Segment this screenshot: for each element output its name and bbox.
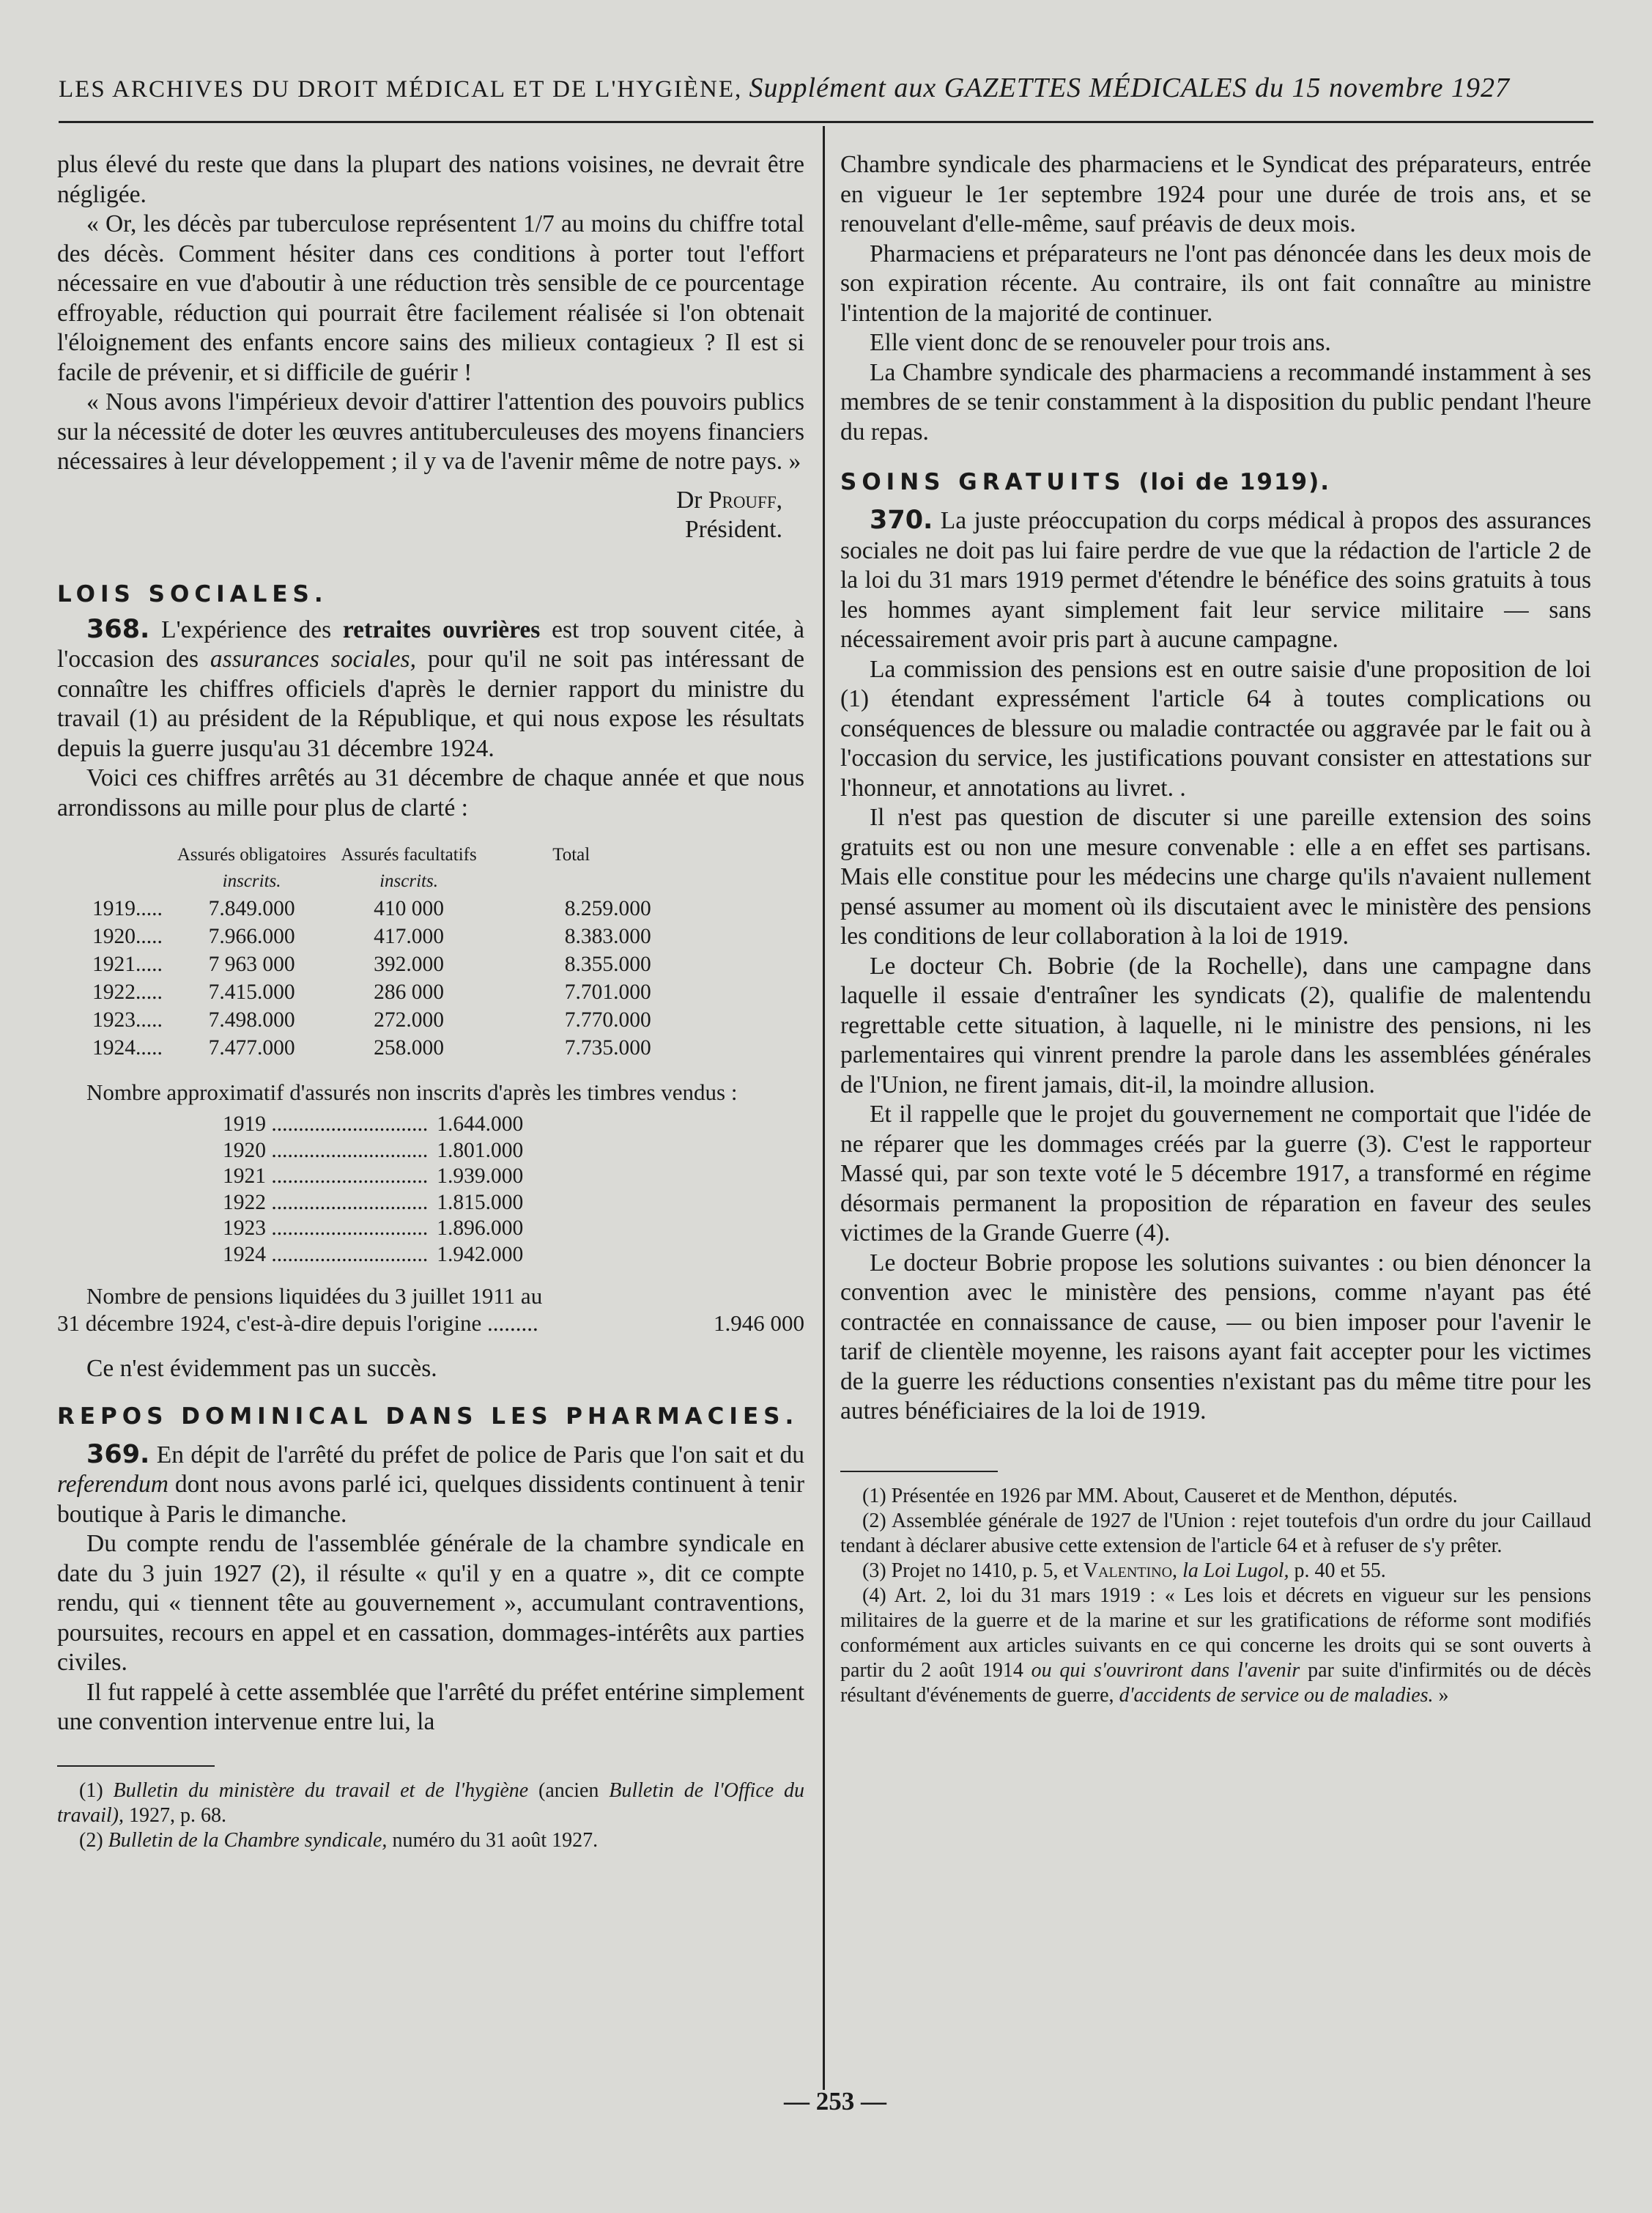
paragraph: Et il rappelle que le projet du gouvernement ne comportait que l'idée de ne réparer que les dommages créés par la guerre (3). C'est le rapporteur Massé qui, par son texte voté le 5 décembre 1917, a transformé en régime désormais permanent la proposition de réparation en faveur des seules victimes de la Grande Guerre (4). — [840, 1101, 1591, 1246]
paragraph: La commission des pensions est en outre saisie d'une proposition de loi (1) étendant expressément l'article 64 à toutes complications ou conséquences de blessure ou maladie contractée ou aggravée par le fait ou à l'occasion du service, les justifications pouvant consister en attestations sur l'honneur, et annotations au livret. . — [840, 655, 1591, 802]
page-number: — 253 — — [784, 2087, 886, 2116]
text: La juste préoccupation du corps médical à propos des assurances sociales ne doit pas lui faire perdre de vue que la rédaction de l'article 2 de la loi du 31 mars 1919 permet d'étendre le bénéfice des soins gratuits à tous les hommes ayant simplement fait leur service militaire — sans nécessairement avoir pris part à aucune campagne. — [840, 507, 1592, 653]
table-row — [85, 923, 659, 950]
table-cell: 1924 ............................. — [223, 1242, 429, 1266]
table-cell: 1919..... — [92, 897, 163, 920]
text: En dépit de l'arrêté du préfet de police de Paris que l'on sait et du — [156, 1441, 805, 1468]
footnotes — [840, 1484, 1591, 1708]
section-title-text: SOINS GRATUITS — [840, 469, 1126, 495]
footnotes — [57, 1778, 804, 1853]
paragraph: Il fut rappelé à cette assemblée que l'arrêté du préfet entérine simplement une convention intervenue entre lui, la — [57, 1678, 804, 1735]
left-column — [57, 150, 804, 1853]
table-row — [85, 950, 659, 978]
paragraph: Le docteur Ch. Bobrie (de la Rochelle), dans une campagne dans laquelle il essaie d'entraîner les syndicats (2), qualifie de malentendu regrettable cette situation, à laquelle, ni le ministre des pensions, ni les parlementaires qui vinrent prendre la parole dans les assemblées générales de l'Union, ne firent jamais, dit-il, la moindre allusion. — [840, 952, 1591, 1098]
footnote-rule — [840, 1471, 998, 1472]
section-number: 369. — [86, 1439, 150, 1469]
paragraph: Chambre syndicale des pharmaciens et le Syndicat des préparateurs, entrée en vigueur le 1er septembre 1924 pour une durée de trois ans, et se renouvelant d'elle-même, sauf préavis de deux mois. — [840, 151, 1591, 237]
table-cell: 7.735.000 — [564, 1036, 651, 1060]
table-cell: 7.849.000 — [208, 897, 295, 920]
table-cell: 7.415.000 — [208, 980, 295, 1004]
text: p. 40 et 55. — [1294, 1559, 1386, 1582]
italic-text: Bulletin de l'Office du travail), — [57, 1778, 805, 1827]
table-cell: 7.498.000 — [208, 1008, 295, 1032]
section-title-paren: (loi de 1919). — [1138, 469, 1331, 495]
section-title-lois-sociales: LOIS SOCIALES. — [57, 580, 328, 607]
text: » — [1438, 1683, 1449, 1707]
paragraph-369 — [57, 1440, 804, 1530]
paragraph: Ce n'est évidemment pas un succès. — [86, 1355, 437, 1382]
table-cell: 1920 ............................. — [223, 1138, 429, 1162]
signature-title: Dr — [676, 486, 703, 514]
section-number: 368. — [86, 614, 150, 644]
table-cell: 272.000 — [374, 1008, 444, 1032]
table-cell: 1921..... — [92, 953, 163, 976]
footnote — [57, 1778, 804, 1828]
table-row — [85, 895, 659, 923]
italic-text: d'accidents de service ou de maladies. — [1119, 1683, 1434, 1707]
footnote-number: (2) — [79, 1828, 103, 1852]
table-cell: 1.801.000 — [437, 1138, 524, 1162]
running-head — [59, 72, 1593, 116]
table-row — [218, 1112, 527, 1138]
paragraph: « Nous avons l'impérieux devoir d'attirer l'attention des pouvoirs publics sur la nécessité de doter les œuvres antituberculeuses des moyens financiers nécessaires à leur développement ; il y va de l'avenir même de notre pays. » — [57, 388, 804, 475]
table-cell: 8.383.000 — [564, 925, 651, 948]
italic-text: ou qui s'ouvriront dans l'avenir — [1031, 1658, 1300, 1682]
footnote — [840, 1584, 1591, 1708]
italic-text: la Loi Lugol, — [1182, 1559, 1289, 1582]
header-rule — [59, 121, 1593, 123]
table-cell: 410 000 — [374, 897, 444, 920]
table-cell: 1.939.000 — [437, 1164, 524, 1188]
text: L'expérience des — [161, 616, 332, 643]
paragraph: Pharmaciens et préparateurs ne l'ont pas dénoncée dans les deux mois de son expiration récente. Au contraire, ils ont fait connaître au ministre l'intention de la majorité de continuer. — [840, 240, 1591, 327]
italic-text: assurances sociales, — [210, 646, 416, 673]
text: est trop souvent citée, à l'occasion des — [57, 616, 805, 673]
table-cell: 1922 ............................. — [223, 1190, 429, 1214]
footnote — [57, 1828, 804, 1853]
table-cell: 1924..... — [92, 1036, 163, 1060]
insured-table — [85, 842, 659, 1062]
table-cell: 1922..... — [92, 980, 163, 1004]
text: (ancien — [538, 1778, 599, 1802]
footnote — [840, 1559, 1591, 1584]
table-cell: 7.966.000 — [208, 925, 295, 948]
italic-text: Bulletin du ministère du travail et de l'hygiène — [113, 1778, 529, 1802]
table-cell: 7.770.000 — [564, 1008, 651, 1032]
paragraph: Elle vient donc de se renouveler pour trois ans. — [870, 329, 1331, 356]
supplement-line: Supplément aux GAZETTES MÉDICALES du 15 novembre 1927 — [749, 73, 1510, 103]
table-cell: 8.355.000 — [564, 953, 651, 976]
section-title-soins-gratuits — [840, 468, 1591, 497]
paragraph: plus élevé du reste que dans la plupart des nations voisines, ne devrait être négligée. — [57, 151, 804, 208]
text: par suite d'infirmités ou de décès résultant d'événements de guerre, — [840, 1658, 1592, 1707]
column-header: Assurés obligatoires — [177, 845, 327, 865]
table-row — [218, 1190, 527, 1216]
paragraph: Voici ces chiffres arrêtés au 31 décembre de chaque année et que nous arrondissons au mille pour plus de clarté : — [57, 764, 804, 821]
table-row — [218, 1242, 527, 1268]
column-subheader: inscrits. — [222, 871, 281, 891]
text: pour qu'il ne soit pas intéressant de connaître les chiffres officiels d'après le dernier rapport du ministre du travail (1) au président de la République, et qui nous expose les résultats depuis la guerre jusqu'au 31 décembre 1924. — [57, 646, 805, 762]
section-title-repos-dominical: REPOS DOMINICAL DANS LES PHARMACIES. — [57, 1403, 799, 1430]
table-row — [85, 978, 659, 1006]
pensions-value: 1.946 000 — [714, 1310, 804, 1336]
table-row — [218, 1216, 527, 1242]
section-number: 370. — [870, 506, 933, 535]
column-header: Assurés facultatifs — [341, 845, 477, 865]
table-cell: 417.000 — [374, 925, 444, 948]
text: dont nous avons parlé ici, quelques dissidents continuent à tenir boutique à Paris le dimanche. — [57, 1471, 804, 1528]
table-cell: 1.942.000 — [437, 1242, 524, 1266]
paragraph: Il n'est pas question de discuter si une pareille extension des soins gratuits est ou non une mesure convenable : elle a en effet ses partisans. Mais elle constitue pour les médecins une charge qu'ils n'avaient nullement pensé assumer au moment où ils discutaient avec le ministère des pensions les conditions de leur collaboration à la loi de 1919. — [840, 804, 1591, 950]
pensions-line — [57, 1282, 804, 1337]
uninsured-intro: Nombre approximatif d'assurés non inscrits d'après les timbres vendus : — [86, 1079, 738, 1105]
paragraph: Du compte rendu de l'assemblée générale de la chambre syndicale en date du 3 juin 1927 (2), il résulte « qu'il y en a quatre », dit ce compte rendu, qui « tiennent tête au gouvernement », accumulant contraventions, poursuites, recours en appel et en cassation, dommages-intérêts aux parties civiles. — [57, 1530, 804, 1676]
paragraph: La Chambre syndicale des pharmaciens a recommandé instamment à ses membres de se tenir constamment à la disposition du public pendant l'heure du repas. — [840, 358, 1591, 446]
table-cell: 286 000 — [374, 980, 444, 1004]
footnote-rule — [57, 1765, 215, 1767]
paragraph-370 — [840, 506, 1591, 655]
signature-name: Prouff, — [708, 486, 782, 514]
table-cell: 392.000 — [374, 953, 444, 976]
table-cell: 258.000 — [374, 1036, 444, 1060]
column-subheader: inscrits. — [379, 871, 438, 891]
text: (3) Projet no 1410, p. 5, et — [862, 1559, 1078, 1582]
table-cell: 1.896.000 — [437, 1216, 524, 1240]
italic-text: referendum — [57, 1471, 168, 1498]
text: numéro du 31 août 1927. — [392, 1828, 599, 1852]
column-header: Total — [552, 845, 590, 865]
pensions-text: 31 décembre 1924, c'est-à-dire depuis l'origine ......... — [57, 1310, 538, 1336]
column-rule — [823, 126, 825, 2090]
table-cell: 1.815.000 — [437, 1190, 524, 1214]
table-cell: 1923 ............................. — [223, 1216, 429, 1240]
table-cell: 1.644.000 — [437, 1112, 524, 1136]
right-column — [840, 150, 1591, 1708]
paragraph-368 — [57, 615, 804, 764]
table-cell: 1921 ............................. — [223, 1164, 429, 1188]
journal-title: LES ARCHIVES DU DROIT MÉDICAL ET DE L'HYGIÈNE, — [59, 76, 743, 103]
text: (4) Art. 2, loi du 31 mars 1919 : « Les lois et décrets en vigueur sur les pensions militaires de la guerre et de la marine et sur les gratifications de réforme sont modifiés conformément aux articles suivants en ce qui concerne les droits qui se sont ouverts à partir du 2 août 1914 — [840, 1584, 1591, 1682]
footnote-number: (1) — [79, 1778, 103, 1802]
table-cell: 1923..... — [92, 1008, 163, 1032]
table-cell: 1920..... — [92, 925, 163, 948]
table-cell: 7.701.000 — [564, 980, 651, 1004]
table-cell: 8.259.000 — [564, 897, 651, 920]
text: 1927, p. 68. — [129, 1803, 226, 1827]
signature — [57, 486, 782, 544]
uninsured-table — [218, 1112, 527, 1268]
table-cell: 7 963 000 — [208, 953, 295, 976]
table-row — [218, 1138, 527, 1164]
small-caps-text: Valentino, — [1083, 1559, 1178, 1582]
signature-role: Président. — [684, 515, 782, 543]
table-cell: 7.477.000 — [208, 1036, 295, 1060]
paragraph: « Or, les décès par tuberculose représentent 1/7 au moins du chiffre total des décès. Comment hésiter dans ces conditions à porter tout l'effort nécessaire en vue d'aboutir à une réduction très sensible de ce pourcentage effroyable, réduction qui pourrait être facilement réalisée si l'on obtenait l'éloignement des enfants encore sains des milieux contagieux ? Il est si facile de prévenir, et si difficile de guérir ! — [57, 210, 804, 386]
paragraph: Le docteur Bobrie propose les solutions suivantes : ou bien dénoncer la convention avec le ministère des pensions, comme n'ayant pas été contractée en connaissance de cause, — ou bien imposer pour l'avenir le tarif de clientèle moyenne, les raisons ayant fait accepter pour les victimes de la guerre les réductions consenties n'existant pas du même titre pour les autres bénéficiaires de la loi de 1919. — [840, 1249, 1591, 1425]
bold-text: retraites ouvrières — [342, 616, 541, 643]
table-row — [218, 1164, 527, 1190]
pensions-text: Nombre de pensions liquidées du 3 juillet 1911 au — [86, 1283, 543, 1309]
footnote: (2) Assemblée générale de 1927 de l'Union : rejet toutefois d'un ordre du jour Caillaud tendant à déclarer abusive cette extension de l'article 64 et à refuser de s'y prêter. — [840, 1509, 1591, 1557]
table-row — [85, 1034, 659, 1062]
footnote: (1) Présentée en 1926 par MM. About, Causeret et de Menthon, députés. — [862, 1484, 1458, 1507]
table-row — [85, 1006, 659, 1034]
italic-text: Bulletin de la Chambre syndicale, — [108, 1828, 388, 1852]
table-cell: 1919 ............................. — [223, 1112, 429, 1136]
